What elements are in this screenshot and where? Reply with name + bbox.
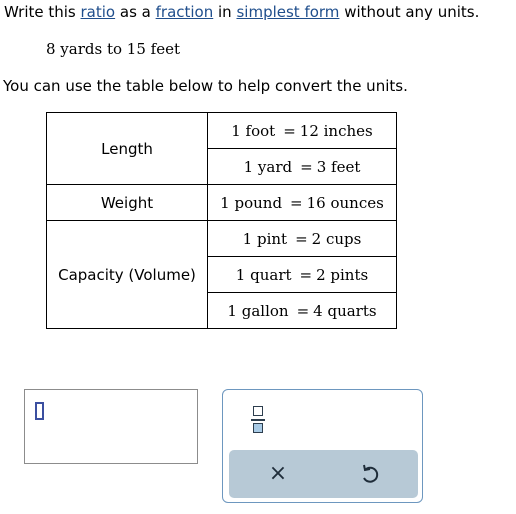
instruction-prefix: Write this <box>4 3 81 21</box>
table-row <box>47 221 397 257</box>
close-icon: × <box>268 461 288 486</box>
problem-statement: 8 yards to 15 feet <box>46 40 180 58</box>
instruction-suffix: without any units. <box>339 3 480 21</box>
fraction-button[interactable] <box>243 401 275 439</box>
fraction-bar <box>251 419 265 421</box>
equals-sign: = <box>299 265 313 284</box>
fraction-link[interactable]: fraction <box>155 3 214 21</box>
conversion-left: 1 yard <box>243 157 293 176</box>
answer-input[interactable] <box>24 389 198 464</box>
instruction-text <box>4 3 479 21</box>
table-row <box>47 113 397 149</box>
unit-conversion-table <box>46 112 397 329</box>
category-capacity: Capacity (Volume) <box>47 221 208 329</box>
conversion-cell <box>208 113 397 149</box>
category-weight: Weight <box>47 185 208 221</box>
instruction-in: in <box>213 3 237 21</box>
equals-sign: = <box>296 301 310 320</box>
undo-button[interactable] <box>355 459 385 489</box>
conversion-right: 16 ounces <box>306 193 384 212</box>
conversion-cell <box>208 221 397 257</box>
simplest-form-link[interactable]: simplest form <box>236 3 340 21</box>
conversion-left: 1 pound <box>220 193 283 212</box>
conversion-right: 2 cups <box>311 229 362 248</box>
equals-sign: = <box>300 157 313 176</box>
undo-icon <box>355 459 385 489</box>
conversion-left: 1 quart <box>235 265 292 284</box>
category-length: Length <box>47 113 208 185</box>
numerator-box <box>253 406 263 416</box>
conversion-left: 1 foot <box>231 121 276 140</box>
equals-sign: = <box>283 121 296 140</box>
table-row <box>47 185 397 221</box>
conversion-cell <box>208 149 397 185</box>
equals-sign: = <box>290 193 303 212</box>
keypad-action-bar <box>229 450 418 498</box>
conversion-right: 12 inches <box>299 121 373 140</box>
conversion-cell <box>208 257 397 293</box>
conversion-left: 1 pint <box>242 229 288 248</box>
conversion-right: 4 quarts <box>313 301 377 320</box>
clear-button[interactable] <box>263 459 293 489</box>
input-cursor <box>35 402 44 420</box>
denominator-box <box>253 423 263 433</box>
conversion-right: 3 feet <box>316 157 361 176</box>
hint-text: You can use the table below to help convert the units. <box>3 77 408 95</box>
conversion-cell <box>208 185 397 221</box>
conversion-cell <box>208 293 397 329</box>
equals-sign: = <box>295 229 308 248</box>
ratio-link[interactable]: ratio <box>80 3 116 21</box>
conversion-left: 1 gallon <box>227 301 289 320</box>
conversion-right: 2 pints <box>316 265 369 284</box>
math-keypad <box>222 389 423 503</box>
instruction-as-a: as a <box>115 3 156 21</box>
